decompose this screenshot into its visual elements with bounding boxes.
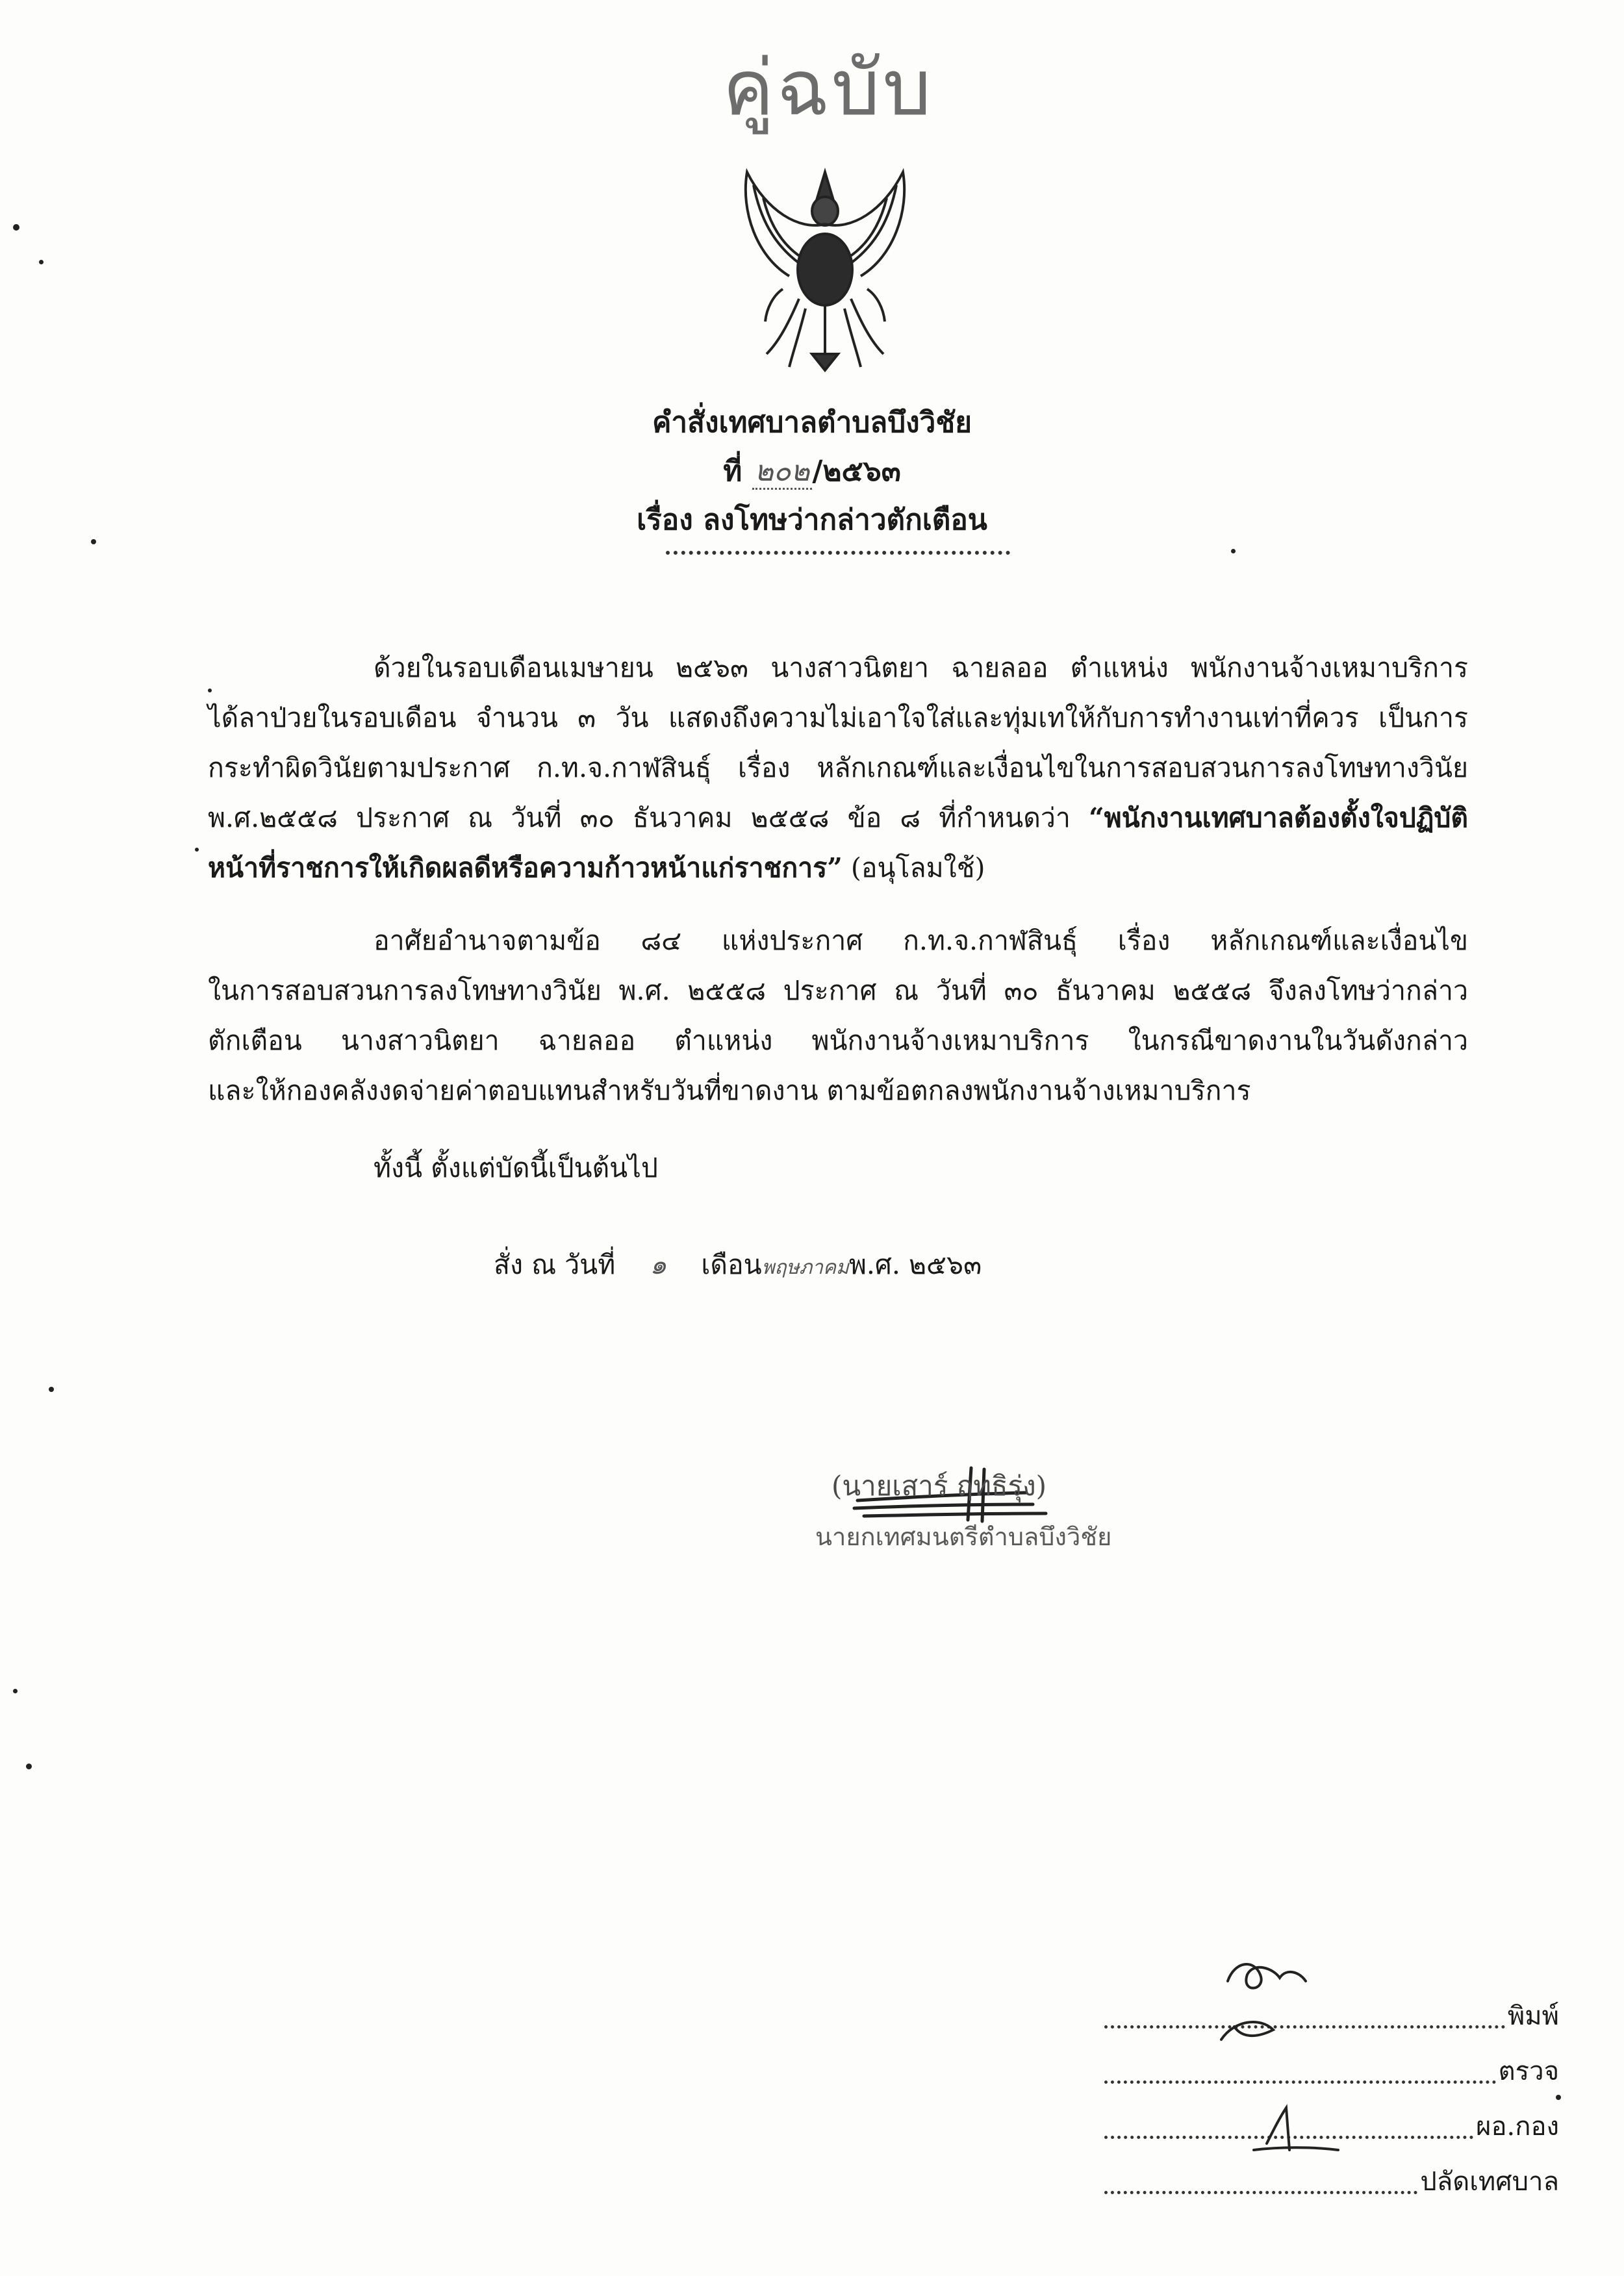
date-month: พฤษภาคม: [761, 1256, 849, 1279]
scan-speck: [13, 1689, 18, 1693]
scan-speck: [39, 260, 44, 264]
paragraph-1: [208, 643, 1468, 893]
paragraph-2: [208, 916, 1468, 1116]
paragraph-2-line: ในการสอบสวนการลงโทษทางวินัย พ.ศ. ๒๕๕๘ ประกาศ ณ วันที่ ๓๐ ธันวาคม ๒๕๕๘ จึงลงโทษว่ากล่าว: [208, 975, 1468, 1006]
garuda-emblem-icon: [728, 159, 922, 373]
checklist-label: ตรวจ: [1498, 2056, 1559, 2086]
paragraph-1-text: (อนุโลมใช้): [842, 852, 985, 883]
signer-title: นายกเทศมนตรีตำบลบึงวิชัย: [815, 1523, 1112, 1551]
copy-stamp: คู่ฉบับ: [722, 43, 934, 133]
checklist-dots: [1104, 2191, 1417, 2194]
number-prefix: ที่: [723, 455, 742, 488]
initials-marks: [1215, 1955, 1384, 2169]
paragraph-1-line: ด้วยในรอบเดือนเมษายน ๒๕๖๓ นางสาวนิตยา ฉายลออ ตำแหน่ง พนักงานจ้างเหมาบริการ: [374, 652, 1468, 683]
scan-speck: [49, 1387, 54, 1392]
scan-speck: [195, 848, 199, 852]
scan-speck: [26, 1764, 32, 1769]
scan-speck: [1556, 2095, 1561, 2100]
scan-speck: [13, 224, 19, 231]
checklist-label: ผอ.กอง: [1476, 2112, 1559, 2142]
order-number: [0, 448, 1624, 494]
scan-speck: [91, 539, 96, 544]
scan-speck: [208, 689, 212, 692]
paragraph-2-line: ตักเตือน นางสาวนิตยา ฉายลออ ตำแหน่ง พนักงานจ้างเหมาบริการ ในกรณีขาดงานในวันดังกล่าว: [208, 1025, 1468, 1056]
paragraph-2-line: อาศัยอำนาจตามข้อ ๘๔ แห่งประกาศ ก.ท.จ.กาฬสินธุ์ เรื่อง หลักเกณฑ์และเงื่อนไข: [374, 925, 1468, 956]
month-label: เดือน: [701, 1249, 762, 1280]
order-heading: คำสั่งเทศบาลตำบลบึงวิชัย: [652, 406, 972, 439]
handwritten-number: ๒๐๒: [752, 455, 813, 490]
order-subject: เรื่อง ลงโทษว่ากล่าวตักเตือน: [637, 503, 987, 537]
regulation-quote: หน้าที่ราชการให้เกิดผลดีหรือความก้าวหน้าแก่ราชการ”: [208, 852, 843, 883]
paragraph-1-text: พ.ศ.๒๕๕๘ ประกาศ ณ วันที่ ๓๐ ธันวาคม ๒๕๕๘ ข้อ ๘ ที่กำหนดว่า: [208, 802, 1089, 833]
year-label: พ.ศ. ๒๕๖๓: [848, 1249, 982, 1280]
signer-name: (นายเสาร์ ฤทธิรุ่ง): [831, 1470, 1047, 1502]
paragraph-1-line: กระทำผิดวินัยตามประกาศ ก.ท.จ.กาฬสินธุ์ เรื่อง หลักเกณฑ์และเงื่อนไขในการสอบสวนการลงโทษทางวินัย: [208, 752, 1468, 783]
paragraph-1-line: ได้ลาป่วยในรอบเดือน จำนวน ๓ วัน แสดงถึงความไม่เอาใจใส่และทุ่มเทให้กับการทำงานเท่าที่ควร เป็นการ: [208, 702, 1468, 733]
date-day: ๑: [650, 1249, 667, 1280]
paragraph-1-line: [208, 793, 1468, 843]
paragraph-2-line: และให้กองคลังงดจ่ายค่าตอบแทนสำหรับวันที่ขาดงาน ตามข้อตกลงพนักงานจ้างเหมาบริการ: [208, 1075, 1251, 1106]
checklist-label: ปลัดเทศบาล: [1420, 2167, 1559, 2197]
date-prefix: สั่ง ณ วันที่: [494, 1249, 616, 1280]
order-date: [494, 1244, 982, 1286]
paragraph-1-line: [208, 843, 1468, 893]
heading-divider: [666, 551, 1010, 555]
regulation-quote: “พนักงานเทศบาลต้องตั้งใจปฏิบัติ: [1089, 802, 1468, 833]
paragraph-3: ทั้งนี้ ตั้งแต่บัดนี้เป็นต้นไป: [374, 1152, 658, 1183]
checklist-label: พิมพ์: [1507, 2001, 1559, 2031]
scan-speck: [1231, 549, 1236, 553]
number-year: /๒๕๖๓: [812, 455, 901, 488]
